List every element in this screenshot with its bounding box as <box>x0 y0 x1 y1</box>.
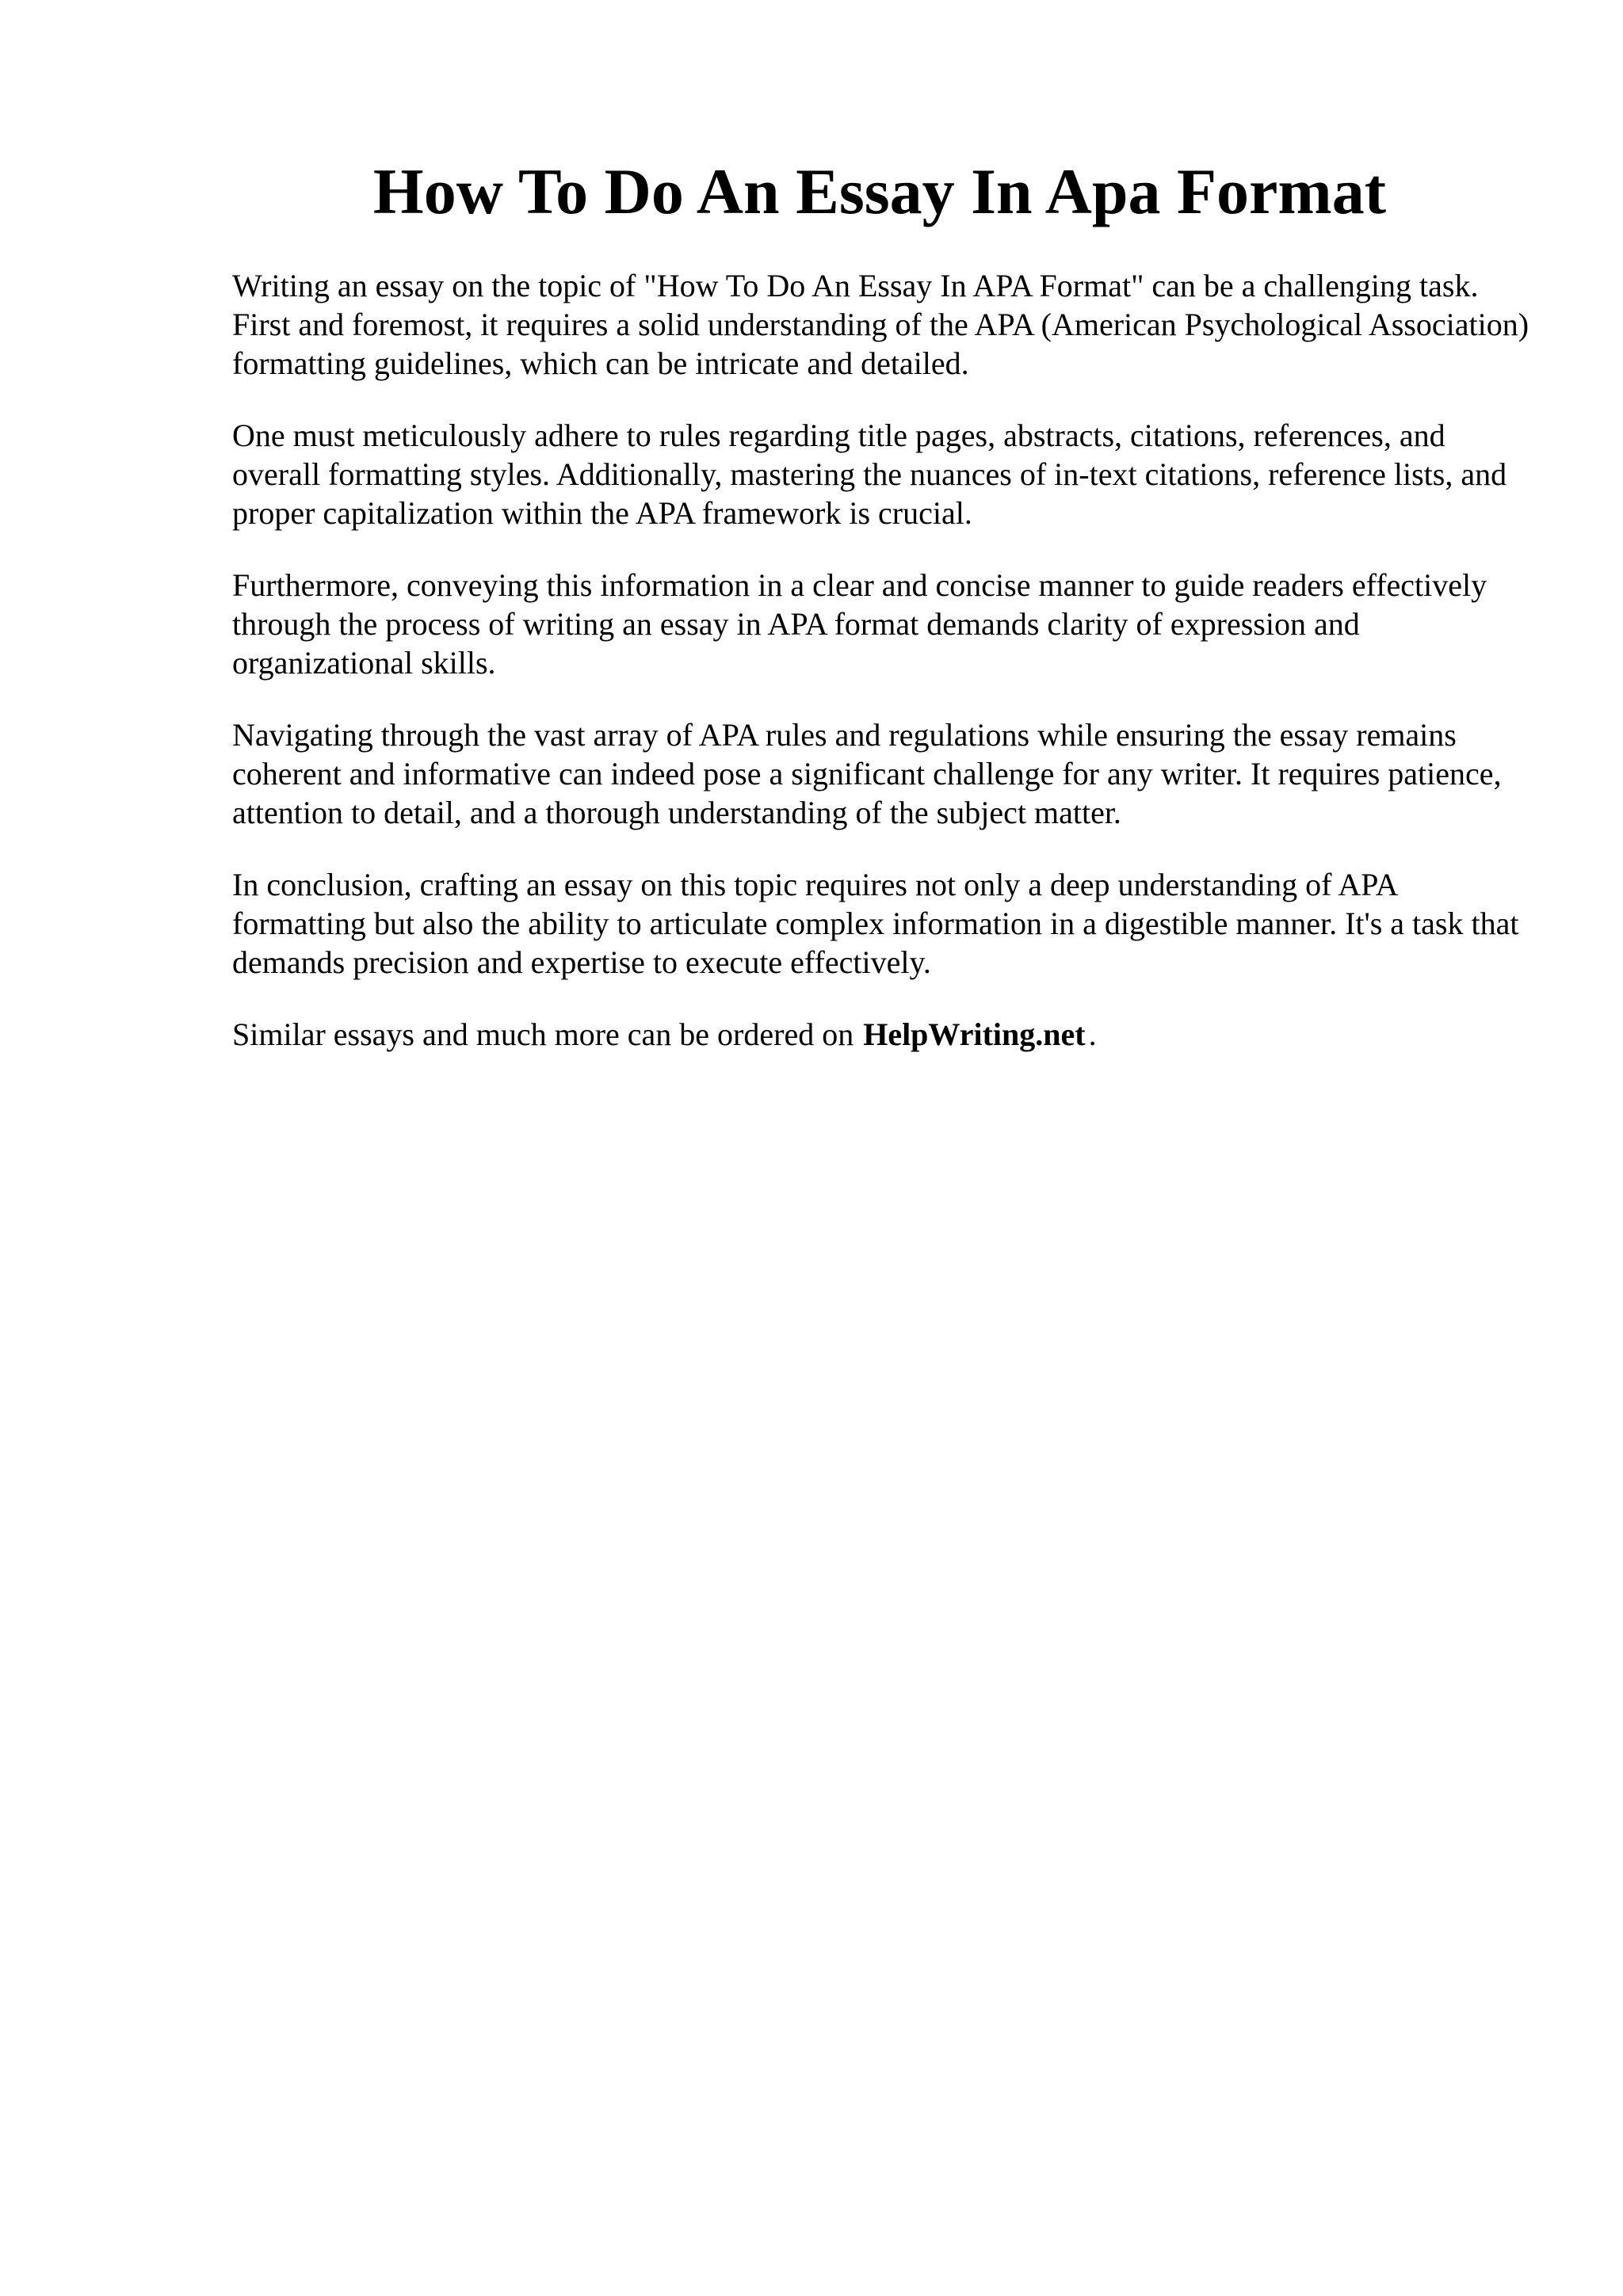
cta-text: Similar essays and much more can be ordered on <box>232 1016 854 1052</box>
paragraph-conclusion: In conclusion, crafting an essay on this topic requires not only a deep understanding of APA formatting but also the ability to articulate complex information in a digestible manner. It's a task that demands precision and expertise to execute effectively. <box>232 867 1519 980</box>
page-title: How To Do An Essay In Apa Format <box>372 155 1387 227</box>
document-body <box>232 266 1532 1087</box>
paragraph-challenge: Navigating through the vast array of APA rules and regulations while ensuring the essay remains coherent and informative can indeed pose a significant challenge for any writer. It requires patience, attention to detail, and a thorough understanding of the subject matter. <box>232 717 1502 830</box>
cta-suffix: . <box>1088 1016 1097 1052</box>
paragraph-intro: Writing an essay on the topic of "How To Do An Essay In APA Format" can be a challenging task. First and foremost, it requires a solid understanding of the APA (American Psychological Association) formatting guidelines, which can be intricate and detailed. <box>232 268 1529 381</box>
cta-line <box>232 1015 1532 1054</box>
paragraph-clarity: Furthermore, conveying this information in a clear and concise manner to guide readers effectively through the process of writing an essay in APA format demands clarity of expression and organizational skills. <box>232 567 1487 681</box>
paragraph-rules: One must meticulously adhere to rules regarding title pages, abstracts, citations, references, and overall formatting styles. Additionally, mastering the nuances of in-text citations, reference lists, and proper capitalization within the APA framework is crucial. <box>232 418 1507 531</box>
helpwriting-link[interactable]: HelpWriting.net <box>863 1016 1086 1052</box>
